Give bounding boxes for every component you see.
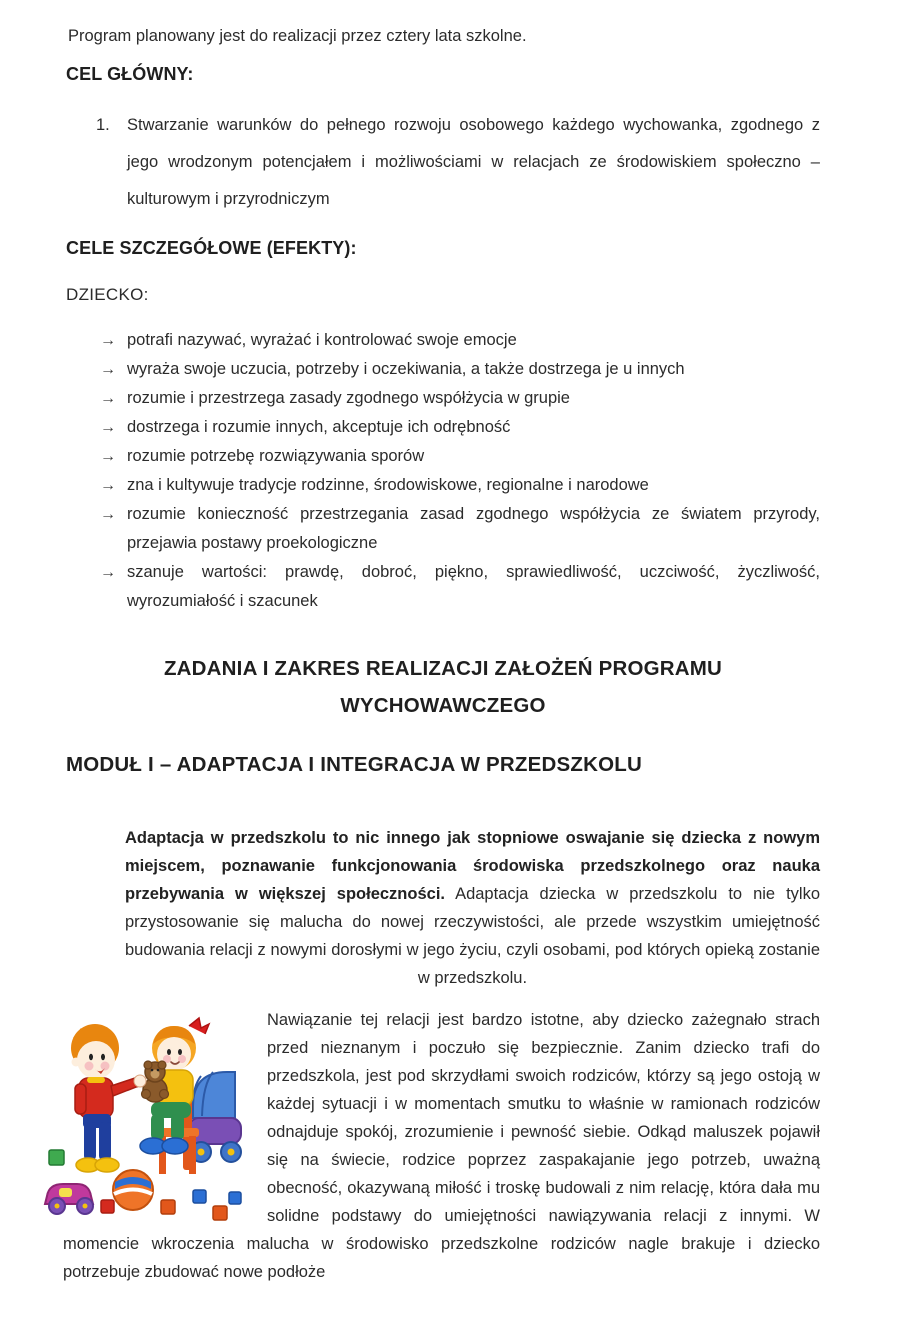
arrow-bullet-icon: → bbox=[100, 419, 116, 436]
arrow-bullet-icon: → bbox=[100, 448, 116, 465]
list-item bbox=[66, 326, 820, 355]
list-item-text: zna i kultywuje tradycje rodzinne, środowiskowe, regionalne i narodowe bbox=[127, 476, 649, 494]
relationship-paragraph: Nawiązanie tej relacji jest bardzo istotne, aby dziecko zażegnało strach przed nieznanym i poczuło się bezpiecznie. Zanim dziecko trafi do przedszkola, jest pod skrzydłami swoich rodziców, którzy są jego ostoją w każdej sytuacji i w momentach smutku to właśnie w ramionach rodziców odnajduje spokój, zrozumienie i pewność siebie. Odkąd maluszek pojawił się na świecie, rodzice poprzez zaspakajanie jego potrzeb, uważną obecność, okazywaną miłość i troskę budowali z nim relację, która dała mu solidne podstawy do umiejętności nawiązywania relacji z innymi. W momencie wkroczenia malucha w środowisko przedszkolne rodziców nagle brakuje i dziecko potrzebuje zbudować nowe podłoże bbox=[63, 1011, 820, 1281]
specific-goals-list bbox=[66, 326, 820, 616]
list-item-text: szanuje wartości: prawdę, dobroć, piękno, sprawiedliwość, uczciwość, życzliwość, wyrozumiałość i szacunek bbox=[127, 563, 820, 610]
list-item-text: dostrzega i rozumie innych, akceptuje ich odrębność bbox=[127, 418, 511, 436]
list-item-text: rozumie potrzebę rozwiązywania sporów bbox=[127, 447, 425, 465]
list-item bbox=[66, 471, 820, 500]
list-item-text: wyraża swoje uczucia, potrzeby i oczekiwania, a także dostrzega je u innych bbox=[127, 360, 685, 378]
list-item bbox=[66, 442, 820, 471]
main-goal-heading: CEL GŁÓWNY: bbox=[66, 64, 194, 84]
relationship-section bbox=[63, 1006, 820, 1286]
specific-goals-heading: CELE SZCZEGÓŁOWE (EFEKTY): bbox=[66, 238, 357, 258]
list-item bbox=[66, 558, 820, 616]
toy-pram bbox=[189, 1072, 241, 1162]
list-item bbox=[66, 355, 820, 384]
arrow-bullet-icon: → bbox=[100, 390, 116, 407]
adaptation-paragraph bbox=[125, 824, 820, 992]
toy-car bbox=[45, 1184, 93, 1214]
arrow-bullet-icon: → bbox=[100, 332, 116, 349]
adaptation-bold-lead: Adaptacja w przedszkolu to nic innego jak stopniowe oswajanie się dziecka z nowym miejscem, poznawanie funkcjonowania środowiska przedszkolnego oraz nauka przebywania w większej społeczności. bbox=[125, 829, 820, 903]
main-goal-item bbox=[66, 107, 820, 218]
children-playing-illustration bbox=[43, 1010, 243, 1224]
adaptation-rest: Adaptacja dziecka w przedszkolu to nie tylko przystosowanie się malucha do nowej rzeczywistości, ale przede wszystkim umiejętność budowania relacji z nowymi dorosłymi w jego życiu, czyli osobami, pod których opieką zostanie w przedszkolu. bbox=[125, 885, 820, 987]
arrow-bullet-icon: → bbox=[100, 361, 116, 378]
arrow-bullet-icon: → bbox=[100, 477, 116, 494]
toy-ball bbox=[113, 1170, 153, 1210]
arrow-bullet-icon: → bbox=[100, 506, 116, 523]
list-item-text: rozumie i przestrzega zasady zgodnego współżycia w grupie bbox=[127, 389, 570, 407]
module-heading: MODUŁ I – ADAPTACJA I INTEGRACJA W PRZEDSZKOLU bbox=[66, 753, 642, 776]
list-item-text: rozumie konieczność przestrzegania zasad zgodnego współżycia ze światem przyrody, przejawia postawy proekologiczne bbox=[127, 505, 820, 552]
main-goal-text: Stwarzanie warunków do pełnego rozwoju osobowego każdego wychowanka, zgodnego z jego wrodzonym potencjałem i możliwościami w relacjach ze środowiskiem społeczno – kulturowym i przyrodniczym bbox=[127, 116, 820, 208]
section-heading: ZADANIA I ZAKRES REALIZACJI ZAŁOŻEŃ PROGRAMU WYCHOWAWCZEGO bbox=[163, 657, 723, 717]
list-item bbox=[66, 384, 820, 413]
subject-label: DZIECKO: bbox=[66, 285, 149, 304]
list-item-text: potrafi nazywać, wyrażać i kontrolować swoje emocje bbox=[127, 331, 517, 349]
list-item bbox=[66, 413, 820, 442]
intro-paragraph: Program planowany jest do realizacji przez cztery lata szkolne. bbox=[68, 27, 527, 45]
list-item bbox=[66, 500, 820, 558]
boy-figure bbox=[71, 1024, 146, 1172]
list-number: 1. bbox=[96, 116, 110, 134]
arrow-bullet-icon: → bbox=[100, 564, 116, 581]
